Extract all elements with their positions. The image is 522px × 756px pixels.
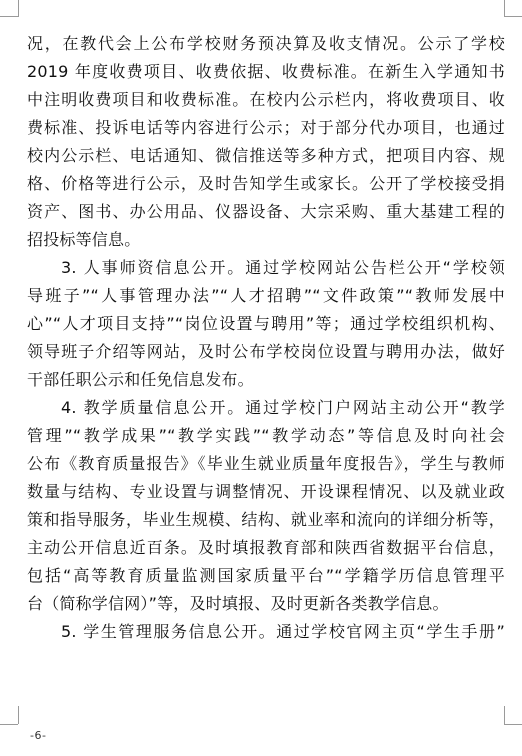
body-line: 导班子”“人事管理办法”“人才招聘”“文件政策”“教师发展中 [27,286,505,305]
crop-mark-bottom-left-vertical [18,706,19,724]
body-line: 2019 年度收费项目、收费依据、收费标准。在新生入学通知书 [27,62,505,81]
page-number: -6- [30,729,47,742]
crop-mark-bottom-right-vertical [504,706,505,724]
body-line: 台（简称学信网）”等，及时填报、及时更新各类教学信息。 [27,594,449,613]
body-line: 招投标等信息。 [27,230,141,249]
section-heading-line: 4. 教学质量信息公开。通过学校门户网站主动公开“教学 [61,398,505,417]
body-line: 公布《教育质量报告》《毕业生就业质量年度报告》，学生与教师 [27,454,505,473]
section-heading-line: 5. 学生管理服务信息公开。通过学校官网主页“学生手册” [61,622,505,641]
body-line: 费标准、投诉电话等内容进行公示；对于部分代办项目，也通过 [27,118,505,137]
body-line: 策和指导服务，毕业生规模、结构、就业率和流向的详细分析等， [27,510,505,529]
crop-mark-top-right-vertical [504,0,505,17]
body-line: 主动公开信息近百条。及时填报教育部和陕西省数据平台信息， [27,538,505,557]
crop-mark-top-right-horizontal [504,16,522,17]
crop-mark-top-left-horizontal [0,16,18,17]
crop-mark-top-left-vertical [18,0,19,17]
body-line: 管理”“教学成果”“教学实践”“教学动态”等信息及时向社会 [27,426,505,445]
body-line: 数量与结构、专业设置与调整情况、开设课程情况、以及就业政 [27,482,505,501]
crop-mark-bottom-right-horizontal [504,724,522,725]
body-line: 心”“人才项目支持”“岗位设置与聘用”等；通过学校组织机构、 [27,314,505,333]
body-line: 中注明收费项目和收费标准。在校内公示栏内，将收费项目、收 [27,90,505,109]
body-line: 校内公示栏、电话通知、微信推送等多种方式，把项目内容、规 [27,146,505,165]
section-heading-line: 3. 人事师资信息公开。通过学校网站公告栏公开“学校领 [61,258,505,277]
document-body [27,30,505,646]
body-line: 格、价格等进行公示，及时告知学生或家长。公开了学校接受捐 [27,174,505,193]
body-line: 包括“高等教育质量监测国家质量平台”“学籍学历信息管理平 [27,566,505,585]
body-line: 资产、图书、办公用品、仪器设备、大宗采购、重大基建工程的 [27,202,505,221]
body-line: 况，在教代会上公布学校财务预决算及收支情况。公示了学校 [27,34,505,53]
body-line: 领导班子介绍等网站，及时公布学校岗位设置与聘用办法，做好 [27,342,505,361]
crop-mark-bottom-left-horizontal [0,724,18,725]
body-line: 干部任职公示和任免信息发布。 [27,370,254,389]
